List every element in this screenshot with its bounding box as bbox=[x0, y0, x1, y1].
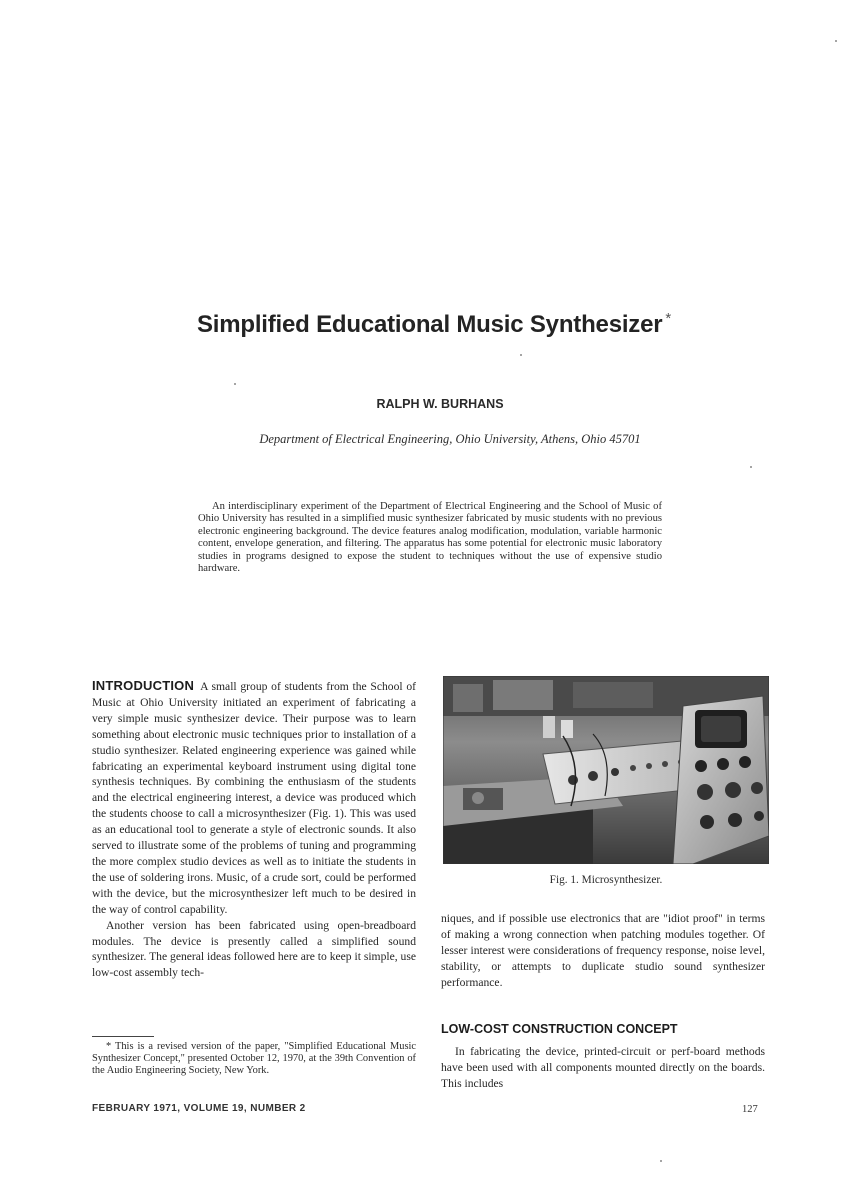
intro-paragraph-1 bbox=[92, 678, 416, 918]
journal-footer: FEBRUARY 1971, VOLUME 19, NUMBER 2 bbox=[92, 1103, 306, 1114]
intro-paragraph-2: Another version has been fabricated using open-breadboard modules. The device is presently called a simplified sound synthesizer. The general ideas followed here are to keep it simple, use low-cost assembly tech- bbox=[92, 918, 416, 980]
microsynthesizer-photo-illustration bbox=[443, 676, 769, 864]
title-footnote-mark: * bbox=[665, 310, 672, 327]
figure-1-caption: Fig. 1. Microsynthesizer. bbox=[549, 874, 663, 886]
figure-1-photo bbox=[443, 676, 769, 864]
abstract: An interdisciplinary experiment of the Department of Electrical Engineering and the School of Music of Ohio University has resulted in a simplified music synthesizer fabricated by music students with no previous electronic engineering background. The device features analog modification, modulation, variable harmonic content, envelope generation, and filtering. The apparatus has some potential for electronic music laboratory studies in programs designed to expose the student to techniques without the use of expensive studio hardware. bbox=[198, 501, 662, 575]
intro-heading: INTRODUCTION bbox=[92, 678, 195, 693]
right-paragraph-continuation: niques, and if possible use electronics that are "idiot proof" in terms of making a wrong connection when patching modules together. Of lesser interest were considerations of frequency response, noise level, stability, or attempts to duplicate studio sound synthesizer performance. bbox=[441, 912, 765, 989]
author-affiliation: Department of Electrical Engineering, Ohio University, Athens, Ohio 45701 bbox=[259, 432, 641, 446]
article-title bbox=[0, 310, 868, 339]
scan-speck bbox=[660, 1160, 662, 1162]
scan-speck bbox=[835, 40, 837, 42]
footnote: * This is a revised version of the paper, "Simplified Educational Music Synthesizer Concept," presented October 12, 1970, at the 39th Convention of the Audio Engineering Society, New York. bbox=[92, 1041, 416, 1077]
author-name: RALPH W. BURHANS bbox=[376, 397, 504, 411]
scan-speck bbox=[750, 466, 752, 468]
intro-column bbox=[92, 678, 416, 981]
intro-paragraph-1-text: A small group of students from the School of Music at Ohio University initiated an experiment of fabricating a very simple music synthesizer device. Their purpose was to learn something about electronic music techniques prior to installation of a studio synthesizer. Related engineering experience was gained while fabricating an experimental keyboard instrument using digital tone synthesis techniques. By combining the enthusiasm of the students and the electrical engineering interest, a device was produced which the students choose to call a microsynthesizer (Fig. 1). This was used as an educational tool to generate a style of electronic sounds. It also served to illustrate some of the problems of tuning and programming the more complex studio devices as well as to initiate the students in the use of soldering irons. Music, of a crude sort, could be performed with the device, but the microsynthesizer left much to be desired in the way of control capability. bbox=[92, 680, 416, 916]
right-column-continuation bbox=[441, 911, 765, 991]
section-paragraph: In fabricating the device, printed-circuit or perf-board methods have been used with all components mounted directly on the boards. This includes bbox=[441, 1045, 765, 1090]
section-heading: LOW-COST CONSTRUCTION CONCEPT bbox=[441, 1022, 678, 1036]
page-number: 127 bbox=[742, 1104, 758, 1115]
scan-speck bbox=[234, 383, 236, 385]
article-title-text: Simplified Educational Music Synthesizer bbox=[196, 311, 663, 338]
footnote-rule bbox=[92, 1036, 154, 1037]
scan-speck bbox=[520, 354, 522, 356]
